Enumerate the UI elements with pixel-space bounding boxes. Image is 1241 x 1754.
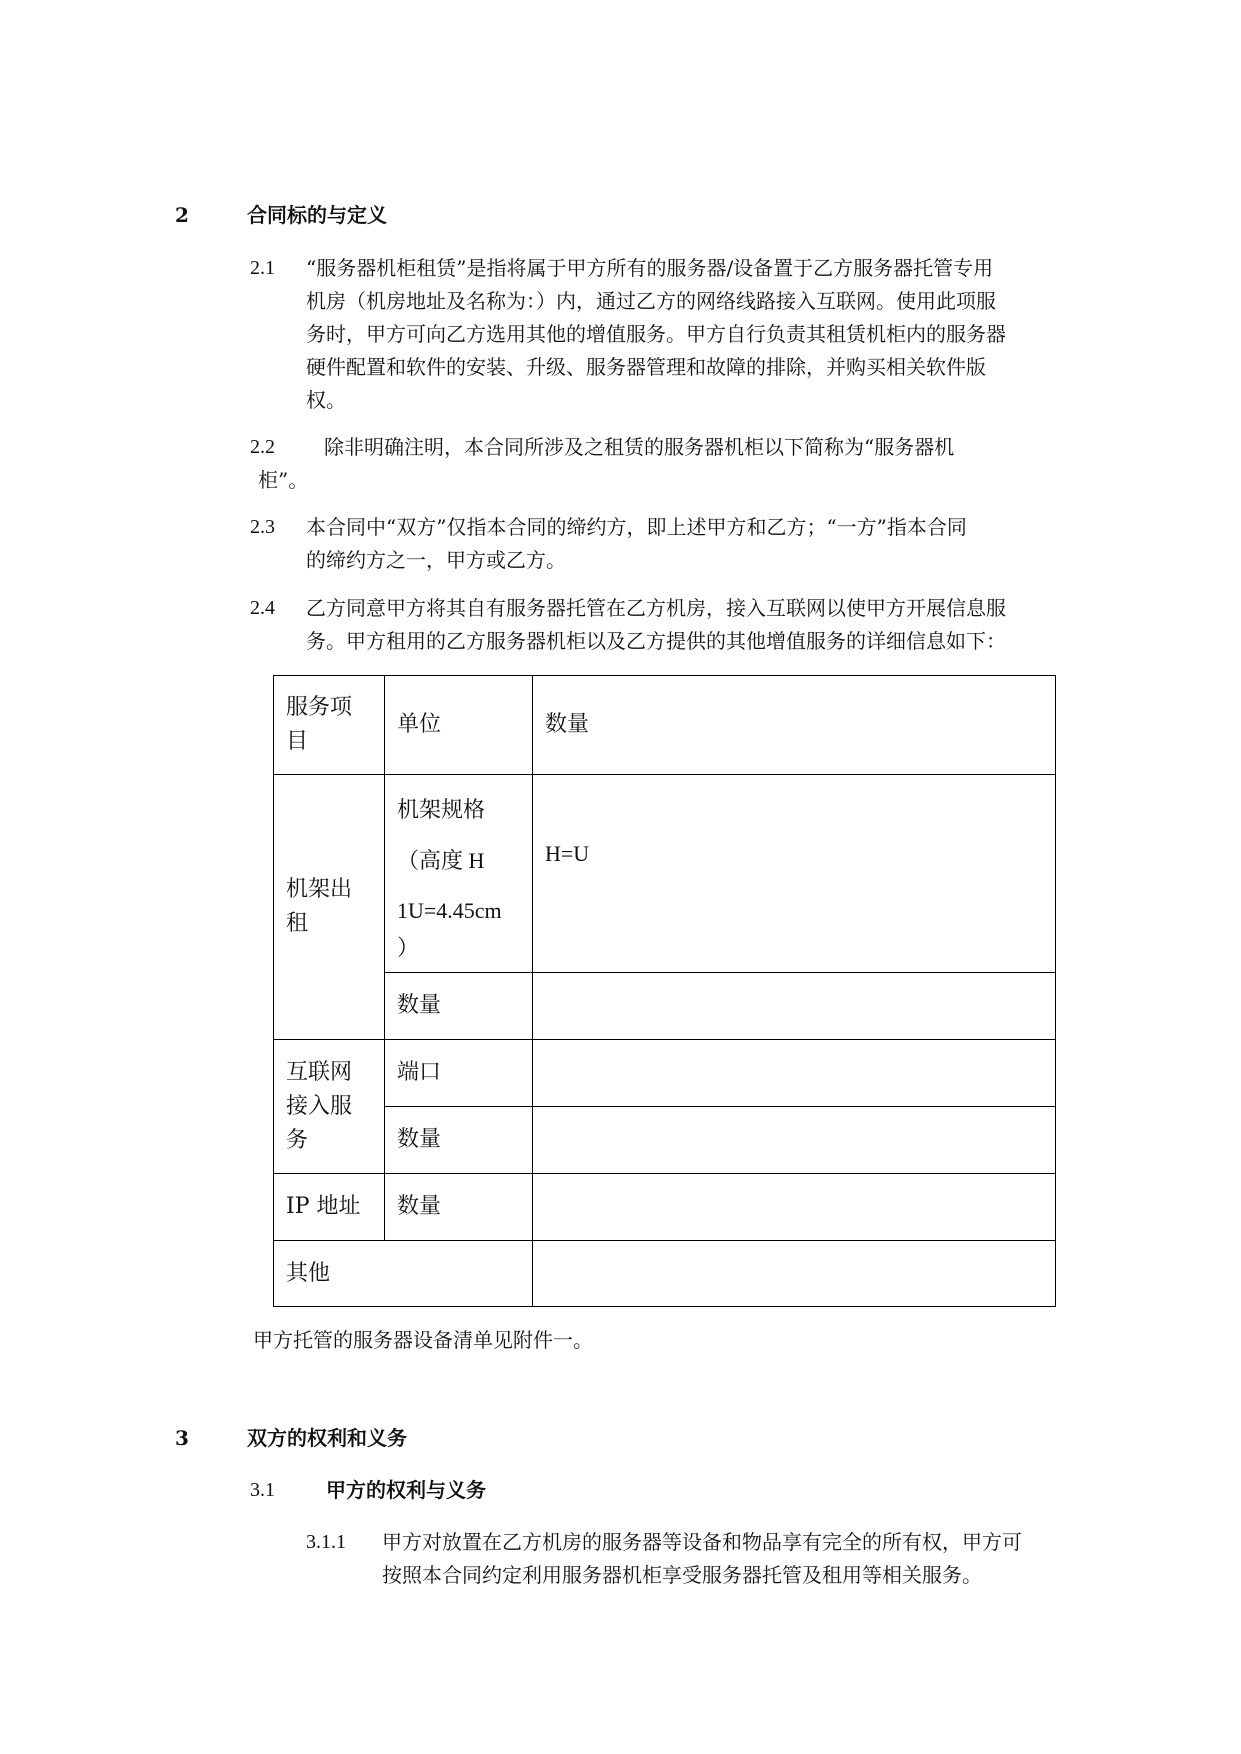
section-title: 合同标的与定义	[247, 203, 387, 227]
clause-line: 按照本合同约定利用服务器机柜享受服务器托管及租用等相关服务。	[382, 1563, 982, 1587]
cell-text: 互联网	[286, 1059, 353, 1085]
internet-qty-value	[533, 1107, 1056, 1174]
other-value	[533, 1241, 1056, 1307]
cell-text: 租	[286, 911, 309, 936]
clause-line: 权。	[306, 388, 346, 412]
other-label: 其他	[274, 1241, 533, 1307]
header-text: 目	[286, 729, 309, 754]
header-unit: 单位	[385, 676, 533, 775]
rack-rental-label	[274, 775, 385, 1040]
clause-2-2-text	[258, 431, 954, 497]
rack-spec-value: H=U	[533, 775, 1056, 973]
clause-line: 的缔约方之一，甲方或乙方。	[306, 548, 566, 572]
header-service-item	[274, 676, 385, 775]
clause-line: “服务器机柜租赁”是指将属于甲方所有的服务器/设备置于乙方服务器托管专用	[306, 256, 994, 280]
clause-line: 乙方同意甲方将其自有服务器托管在乙方机房，接入互联网以使甲方开展信息服	[306, 596, 1006, 620]
table-row	[274, 1040, 1056, 1107]
clause-line: 务。甲方租用的乙方服务器机柜以及乙方提供的其他增值服务的详细信息如下：	[306, 629, 1006, 653]
clause-number: 2.3	[250, 516, 275, 538]
service-table	[273, 675, 1056, 1307]
cell-text: ）	[397, 935, 420, 961]
table-row	[274, 676, 1056, 775]
attachment-note: 甲方托管的服务器设备清单见附件一。	[253, 1328, 593, 1352]
section-number: 3	[175, 1426, 189, 1450]
clause-2-4-text	[306, 592, 1006, 658]
clause-number: 2.4	[250, 597, 275, 619]
cell-text: （高度 H	[397, 847, 485, 873]
clause-3-1-1-text	[382, 1526, 1022, 1592]
clause-number: 2.1	[250, 257, 275, 279]
clause-line: 硬件配置和软件的安装、升级、服务器管理和故障的排除，并购买相关软件版	[306, 355, 986, 379]
table-row	[274, 1107, 1056, 1174]
clause-line: 本合同中“双方”仅指本合同的缔约方，即上述甲方和乙方；“一方”指本合同	[306, 515, 967, 539]
clause-line: 甲方对放置在乙方机房的服务器等设备和物品享有完全的所有权，甲方可	[382, 1530, 1022, 1554]
subsection-title: 甲方的权利与义务	[326, 1478, 486, 1502]
cell-text: 机架规格	[397, 797, 486, 823]
ip-address-label: IP 地址	[274, 1174, 385, 1241]
clause-line: 柜”。	[258, 468, 309, 492]
header-quantity: 数量	[533, 676, 1056, 775]
clause-line: 务时，甲方可向乙方选用其他的增值服务。甲方自行负责其租赁机柜内的服务器	[306, 322, 1006, 346]
rack-qty-label: 数量	[385, 973, 533, 1040]
internet-access-label	[274, 1040, 385, 1174]
cell-text: 机架出	[286, 877, 353, 902]
rack-spec-label	[385, 775, 533, 973]
table-row	[274, 973, 1056, 1040]
section-number: 2	[175, 203, 189, 227]
section-title: 双方的权利和义务	[247, 1426, 407, 1450]
ip-qty-value	[533, 1174, 1056, 1241]
table-row	[274, 775, 1056, 973]
clause-2-1-text	[306, 252, 1006, 417]
ip-qty-label: 数量	[385, 1174, 533, 1241]
internet-qty-label: 数量	[385, 1107, 533, 1174]
subsection-number: 3.1	[250, 1479, 275, 1501]
rack-qty-value	[533, 973, 1056, 1040]
cell-text: 1U=4.45cm	[397, 897, 502, 923]
table-row	[274, 1241, 1056, 1307]
clause-number: 2.2	[250, 436, 275, 458]
clause-2-3-text	[306, 511, 967, 577]
cell-text: 务	[286, 1127, 309, 1153]
clause-line: 机房（机房地址及名称为：）内，通过乙方的网络线路接入互联网。使用此项服	[306, 289, 996, 313]
cell-text: 接入服	[286, 1093, 353, 1119]
clause-number: 3.1.1	[306, 1531, 346, 1553]
port-label: 端口	[385, 1040, 533, 1107]
table-row	[274, 1174, 1056, 1241]
clause-line: 除非明确注明，本合同所涉及之租赁的服务器机柜以下简称为“服务器机	[324, 435, 955, 459]
header-text: 服务项	[286, 695, 353, 720]
port-value	[533, 1040, 1056, 1107]
